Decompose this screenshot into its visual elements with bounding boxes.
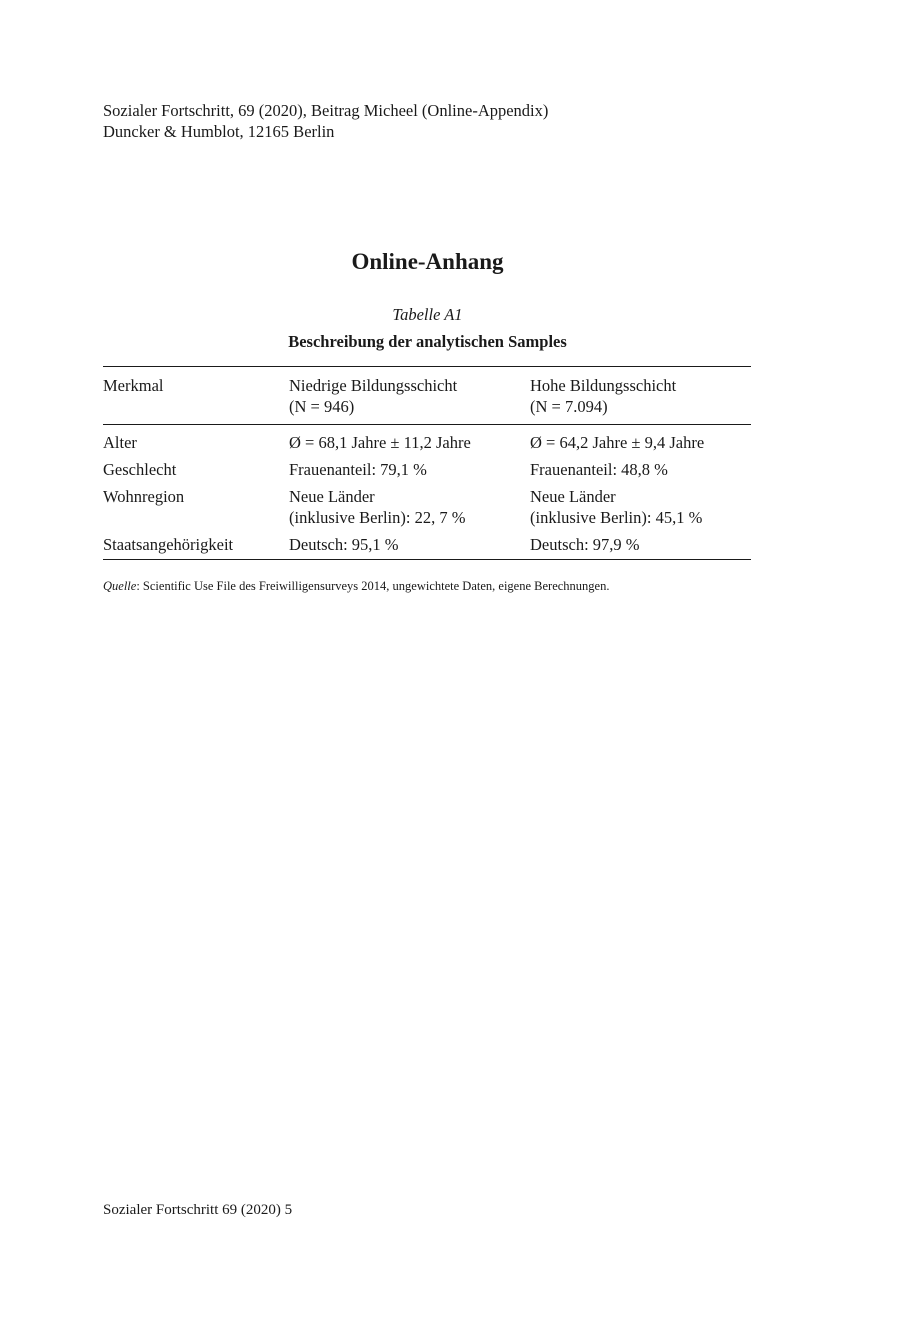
row-low-value: [289, 425, 530, 457]
cell-line: Neue Länder: [289, 487, 375, 506]
cell-line: (inklusive Berlin): 22, 7 %: [289, 508, 466, 527]
cell-line: Frauenanteil: 79,1 %: [289, 460, 427, 479]
source-label: Quelle: [103, 579, 137, 593]
row-high-value: [530, 425, 751, 457]
table-label: Tabelle A1: [392, 305, 463, 324]
header-publisher-line: Duncker & Humblot, 12165 Berlin: [103, 122, 335, 141]
row-low-value: [289, 531, 530, 560]
row-feature: Alter: [103, 433, 137, 452]
page-title: Online-Anhang: [351, 249, 504, 274]
cell-line: Neue Länder: [530, 487, 616, 506]
column-header-low-education: [289, 367, 530, 425]
row-high-value: [530, 456, 751, 483]
cell-line: (inklusive Berlin): 45,1 %: [530, 508, 703, 527]
sample-description-table: [103, 366, 751, 560]
row-high-value: [530, 531, 751, 560]
running-header: [103, 100, 548, 142]
table-row: [103, 531, 751, 560]
source-text: : Scientific Use File des Freiwilligensurveys 2014, ungewichtete Daten, eigene Berechnungen.: [136, 579, 610, 593]
row-feature: Staatsangehörigkeit: [103, 535, 234, 554]
column-header-count: (N = 7.094): [530, 397, 608, 416]
table-row: [103, 456, 751, 483]
cell-line: Ø = 68,1 Jahre ± 11,2 Jahre: [289, 433, 471, 452]
table-row: [103, 483, 751, 531]
table-caption: Beschreibung der analytischen Samples: [288, 332, 567, 351]
column-header-feature: [103, 367, 289, 425]
cell-line: Deutsch: 97,9 %: [530, 535, 640, 554]
table-header-row: [103, 367, 751, 425]
row-high-value: [530, 483, 751, 531]
page-footer: Sozialer Fortschritt 69 (2020) 5: [103, 1202, 293, 1218]
cell-line: Ø = 64,2 Jahre ± 9,4 Jahre: [530, 433, 705, 452]
column-header-label: Merkmal: [103, 376, 164, 395]
row-low-value: [289, 483, 530, 531]
row-feature: Geschlecht: [103, 460, 177, 479]
table-header: [103, 367, 751, 425]
column-header-label: Hohe Bildungsschicht: [530, 376, 677, 395]
column-header-label: Niedrige Bildungsschicht: [289, 376, 458, 395]
cell-line: Deutsch: 95,1 %: [289, 535, 399, 554]
cell-line: Frauenanteil: 48,8 %: [530, 460, 668, 479]
table-row: [103, 425, 751, 457]
row-low-value: [289, 456, 530, 483]
column-header-high-education: [530, 367, 751, 425]
table-source-note: [103, 578, 609, 594]
header-journal-line: Sozialer Fortschritt, 69 (2020), Beitrag Micheel (Online-Appendix): [103, 101, 549, 120]
table-body: [103, 425, 751, 560]
row-feature: Wohnregion: [103, 487, 185, 506]
column-header-count: (N = 946): [289, 397, 355, 416]
